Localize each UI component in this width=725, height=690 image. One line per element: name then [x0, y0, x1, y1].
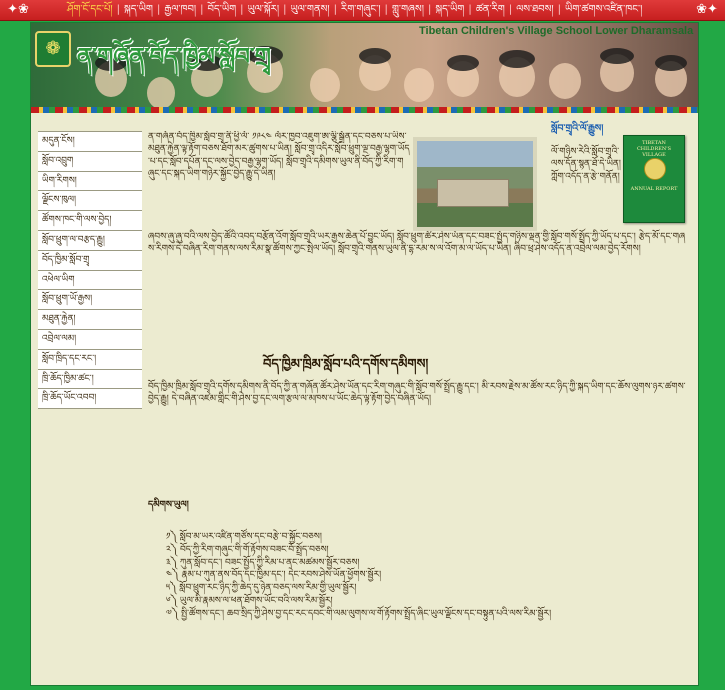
- right-panel-text: ལོ་གཉིས་རེའི་སློབ་གྲྭའི་ལས་དོན་སྙན་ཐོ་དེ་ཡིན། ཀློག་འདོད་ན་རྩེ་གནོན།: [551, 147, 621, 182]
- feature-item: ༡༽ སློབ་མ་ཡར་འཛིན་གཙོས་དང་བརྩེ་བ་སྐྱོང་བཅས།: [166, 532, 322, 542]
- nav-item[interactable]: ཡུལ་སྐོར།: [247, 4, 280, 15]
- nav-separator: |: [468, 4, 472, 15]
- sidebar-item[interactable]: སློབ་ཕྲུག་ལ་བརྩད་རྒྱུ།: [38, 231, 142, 251]
- report-title: TIBETAN CHILDREN'S VILLAGE: [636, 140, 672, 158]
- nav-separator: |: [384, 4, 388, 15]
- nav-item[interactable]: ཤོག་ངོ་དང་པོ།: [67, 4, 113, 15]
- sidebar-item[interactable]: སློབ་ཕྲུག་ཡོ་རྒྱས།: [38, 290, 142, 310]
- decorative-border: [31, 107, 698, 113]
- ornament-right-icon: ❀✦: [696, 2, 718, 17]
- nav-item[interactable]: སྐད་ཡིག: [124, 4, 153, 15]
- sidebar-item[interactable]: མཐུན་རྐྱེན།: [38, 310, 142, 330]
- sidebar-item[interactable]: སློབ་ཁྲིད་དང་རང་།: [38, 350, 142, 370]
- section-heading: བོད་ཁྱིམ་ཁྲིམ་སློབ་པའི་དགོས་དམིགས།: [263, 357, 429, 372]
- sidebar-item[interactable]: བོད་ཁྱིམ་སློབ་གྲྭ: [38, 251, 142, 271]
- sidebar-item[interactable]: འབྲེལ་ལམ།: [38, 330, 142, 350]
- nav-item[interactable]: ཡུལ་གནས།: [290, 4, 330, 15]
- feature-item: ༢༽ བོད་ཀྱི་རིག་གཞུང་གི་གོ་རྟོགས་བཟང་བོ་སྤྲོད་བཅས།: [166, 544, 329, 555]
- report-subtitle: ANNUAL REPORT: [630, 186, 678, 192]
- sidebar-item[interactable]: མདུན་ངོས།: [38, 132, 142, 152]
- nav-separator: |: [156, 4, 161, 15]
- nav-item[interactable]: གླུ་གཞས།: [391, 4, 424, 15]
- nav-item[interactable]: བོད་ཡིག: [207, 4, 237, 15]
- nav-separator: |: [557, 4, 561, 15]
- nav-item[interactable]: རྒྱལ་ཁབ།: [164, 4, 197, 15]
- right-panel-title[interactable]: སློབ་གྲྭའི་ལོ་རྒྱུས།: [551, 123, 604, 134]
- intro-paragraph-continued: ཞབས་ཞུ་ཞུ་བའི་ལས་བྱེད་ཚོའི་འབད་བརྩོན་འོག་སློབ་གྲྭའི་ཡར་རྒྱས་ཆེན་པོ་བྱུང་ཡོད། སློབ་ཕྲུག་ཚོར་ཤེས་ཡོན་དང་བཟང་སྤྱོད་གཉིས་ལྡན་གྱི་སློབ་གསོ་སྤྲོད་ཀྱི་ཡོད་པ་དང་། རྩེད་མོ་དང་གཞས་རིགས་དེ་བཞིན་རིག་གནས་ལས་རིམ་སྣ་ཚོགས་ཀྱང་སྤེལ་ཡོད། སློབ་གྲྭའི་གནས་ཡུལ་ནི་དྷ་རམ་ས་ལ་འོག་མ་ལ་ཡོད་པ་ཡིན། ཞིབ་ཕྲ་ཤེས་འདོད་ན་འབྲེལ་ལམ་བྱེད་རོགས།: [148, 232, 686, 255]
- sidebar-item[interactable]: འཕེལ་ཡིག: [38, 271, 142, 291]
- sidebar-item[interactable]: ཚོགས་ཁང་གི་ལས་བྱེད།: [38, 211, 142, 231]
- school-emblem-icon[interactable]: ❁: [35, 31, 71, 67]
- feature-item: ༣༽ ཀུན་སློབ་དང་། བཟང་སྤྱོད་ཀྱི་རིམ་པ་ནང་མཚམས་སྦྱོར་བཅས།: [166, 557, 360, 568]
- nav-item[interactable]: སྐད་ཡིག: [435, 4, 465, 15]
- nav-separator: |: [283, 4, 287, 15]
- nav-separator: |: [200, 4, 204, 15]
- features-list: [166, 531, 686, 621]
- banner-english-title: Tibetan Children's Village School Lower Dharamsala: [419, 25, 694, 37]
- intro-paragraph: ན་གཞོན་བོད་ཁྱིམ་སློབ་གྲྭ་ནི་ཕྱི་ལོ་ ༡༩༨༤ ལོར་ཁྱབ་འཇུག་ཨ་ལྕི་སྒྲོན་དང་བཅས་པ་ཡིས་མཐུན་རྐྱེན་ལྟ་རྟོག་བཅས་ཐོག་མར་ཚུགས་པ་ཡིན། སློབ་གྲྭ་འདིར་སློབ་ཕྲུག་ལྔ་བརྒྱ་ལྷག་ཡོད་པ་དང་སློབ་དཔོན་དང་ལས་བྱེད་བརྒྱ་ལྷག་ཡོད། སློབ་གྲྭའི་དམིགས་ཡུལ་ནི་བོད་ཀྱི་རིག་གཞུང་དང་སྐད་ཡིག་གཉེར་སྐྱོང་བྱེད་རྒྱུ་དེ་ཡིན།: [148, 132, 410, 180]
- nav-separator: |: [116, 4, 120, 15]
- header-banner: [31, 23, 698, 113]
- sidebar-item[interactable]: ཁྲི་ཆོད་ཁྱིམ་ཚང་།: [38, 370, 142, 390]
- top-nav-list: [64, 0, 687, 20]
- right-panel: [551, 117, 691, 192]
- objectives-paragraph: བོད་ཁྱིམ་ཁྲིམ་སློབ་གྲྭའི་དགོས་དམིགས་ནི་བོད་ཀྱི་ན་གཞོན་ཚོར་ཤེས་ཡོན་དང་རིག་གཞུང་གི་སློབ་གསོ་སྤྲོད་རྒྱུ་དང་། མི་རབས་རྗེས་མ་ཚོས་རང་ཉིད་ཀྱི་སྐད་ཡིག་དང་ཆོས་ལུགས་ཉར་ཚགས་བྱེད་རྒྱུ། དེ་བཞིན་འཛམ་གླིང་གི་ཤེས་བྱ་དང་ལག་རྩལ་ལ་མཁས་པ་ཡོང་ཆེད་ལྟ་རྟོག་བྱེད་བཞིན་ཡོད།: [148, 382, 686, 405]
- ornament-left-icon: ✦❀: [7, 2, 29, 17]
- top-navigation-bar: [0, 0, 725, 21]
- sidebar-item[interactable]: སློབ་འབྲུག: [38, 152, 142, 172]
- nav-separator: |: [508, 4, 513, 15]
- features-title: དམིགས་ཡུལ།: [148, 500, 189, 510]
- annual-report-cover[interactable]: [623, 135, 685, 223]
- sidebar-menu: [38, 131, 142, 409]
- nav-item[interactable]: ཚན་རིག: [475, 4, 505, 15]
- nav-item[interactable]: རིག་གཞུང་།: [340, 4, 381, 15]
- feature-item: ༧༽ སྤྱི་ཚོགས་དང་། ཆབ་སྲིད་ཀྱི་ཤེས་བྱ་དང་རང་དབང་གི་ལམ་ལུགས་ལ་གོ་རྟོགས་སྤྲོད་ཞིང་ཡུལ་ལྗོངས་དང་བསྟུན་པའི་ལས་རིམ་སྦྱོར།: [166, 608, 552, 619]
- report-seal-icon: [644, 158, 666, 180]
- nav-item[interactable]: ལས་ཐབས།: [516, 4, 554, 15]
- school-photo: [413, 137, 537, 231]
- sidebar-item[interactable]: ཡིག་རིགས།: [38, 172, 142, 192]
- feature-item: ༦༽ ཡུལ་མི་རྣམས་ལ་ཕན་ཐོགས་ཡོང་བའི་ལས་རིམ་སྦྱོར།: [166, 595, 333, 606]
- nav-separator: |: [240, 4, 244, 15]
- sidebar-item[interactable]: ལྗོངས་ཁུལ།: [38, 191, 142, 211]
- nav-item[interactable]: ཡིག་ཚགས་འཛིན་ཁང་།: [564, 4, 643, 15]
- feature-item: ༤༽ རྣམ་པ་ཀུན་ནས་བོད་དང་ཁྱིམ་དང་། དེང་རབས་ཤེས་ཡོན་ཕྱོགས་སྦྱོར།: [166, 570, 382, 581]
- page-container: [30, 22, 699, 686]
- feature-item: ༥༽ སློབ་ཕྲུག་རང་ཉིད་ཀྱི་ཆེད་དུ་ཉེན་བཅད་ལས་རིམ་གྱི་ཡུལ་སྦྱོར།: [166, 583, 357, 594]
- sidebar-item[interactable]: ཁྲི་ཆོད་ཡོང་འབབ།: [38, 389, 142, 409]
- banner-tibetan-title: ན་གཞོན་བོད་ཁྱིམ་སློབ་གྲྭ: [77, 43, 271, 70]
- nav-separator: |: [333, 4, 337, 15]
- nav-separator: |: [428, 4, 432, 15]
